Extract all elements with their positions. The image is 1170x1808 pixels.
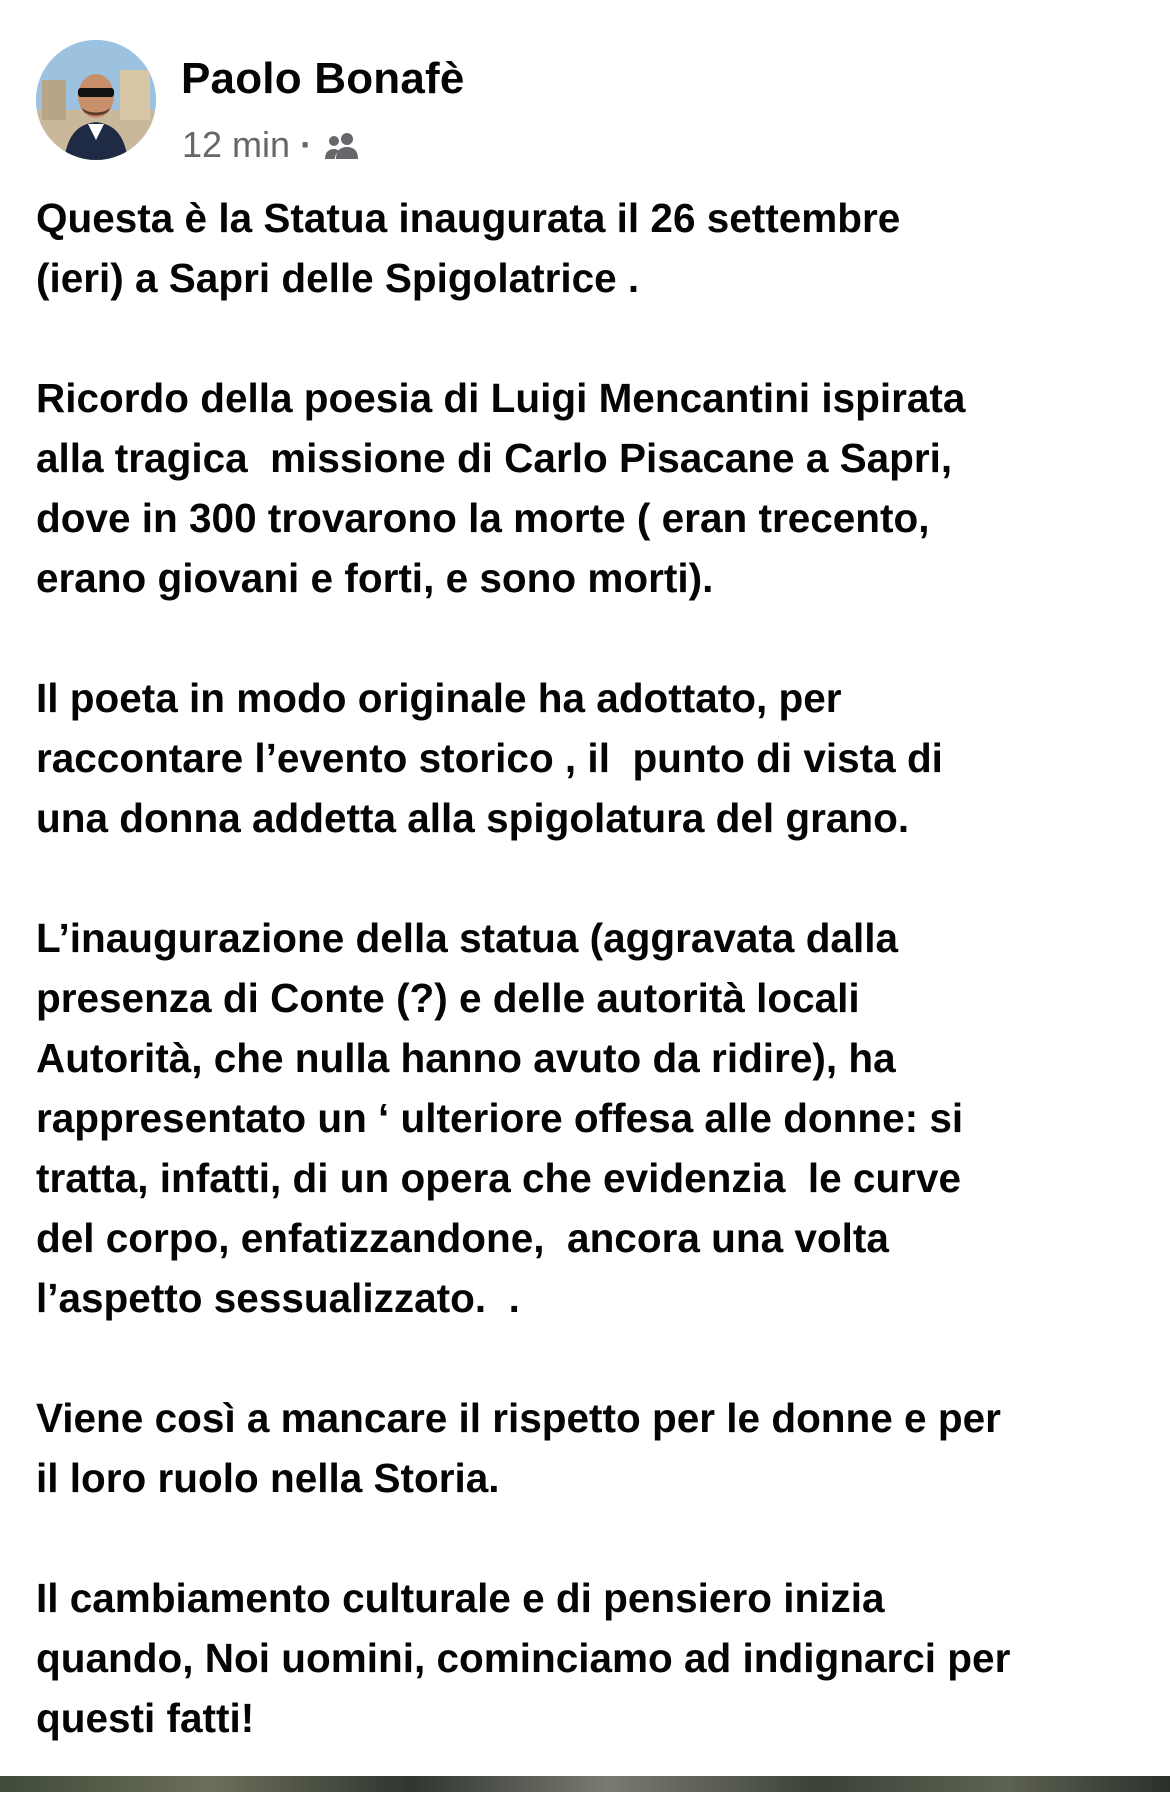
text-line: dove in 300 trovarono la morte ( eran trecento, [36, 495, 930, 541]
text-line: l’aspetto sessualizzato. . [36, 1275, 520, 1321]
text-line: erano giovani e forti, e sono morti). [36, 555, 714, 601]
text-line: alla tragica missione di Carlo Pisacane a Sapri, [36, 435, 953, 481]
post-paragraph [36, 1568, 1146, 1748]
avatar[interactable] [36, 40, 156, 160]
post-body [36, 188, 1146, 1808]
text-line: Autorità, che nulla hanno avuto da ridire), ha [36, 1035, 896, 1081]
post-paragraph [36, 1388, 1146, 1508]
text-line: L’inaugurazione della statua (aggravata dalla [36, 915, 898, 961]
text-line: Il poeta in modo originale ha adottato, per [36, 675, 842, 721]
text-line: Questa è la Statua inaugurata il 26 settembre [36, 195, 901, 241]
post-photo[interactable] [0, 1776, 1170, 1792]
friends-icon[interactable] [322, 129, 362, 161]
text-line: quando, Noi uomini, cominciamo ad indignarci per [36, 1635, 1011, 1681]
text-line: presenza di Conte (?) e delle autorità locali [36, 975, 860, 1021]
text-line: del corpo, enfatizzandone, ancora una volta [36, 1215, 889, 1261]
text-line: raccontare l’evento storico , il punto di vista di [36, 735, 943, 781]
post-paragraph [36, 668, 1146, 848]
text-line: questi fatti! [36, 1695, 255, 1741]
post-time[interactable]: 12 min [182, 124, 291, 165]
post-paragraph [36, 908, 1146, 1328]
post-header [36, 40, 1136, 170]
text-line: rappresentato un ‘ ulteriore offesa alle donne: si [36, 1095, 964, 1141]
text-line: Ricordo della poesia di Luigi Mencantini ispirata [36, 375, 966, 421]
text-line: il loro ruolo nella Storia. [36, 1455, 500, 1501]
author-name[interactable]: Paolo Bonafè [181, 54, 465, 103]
text-line: (ieri) a Sapri delle Spigolatrice . [36, 255, 640, 301]
text-line: una donna addetta alla spigolatura del grano. [36, 795, 910, 841]
meta-separator: · [300, 124, 313, 165]
text-line: tratta, infatti, di un opera che evidenzia le curve [36, 1155, 961, 1201]
post-meta [182, 120, 362, 170]
text-line: Viene così a mancare il rispetto per le donne e per [36, 1395, 1001, 1441]
text-line: Il cambiamento culturale e di pensiero inizia [36, 1575, 885, 1621]
post-paragraph [36, 188, 1146, 308]
post-paragraph [36, 368, 1146, 608]
avatar-photo-icon [36, 40, 156, 160]
